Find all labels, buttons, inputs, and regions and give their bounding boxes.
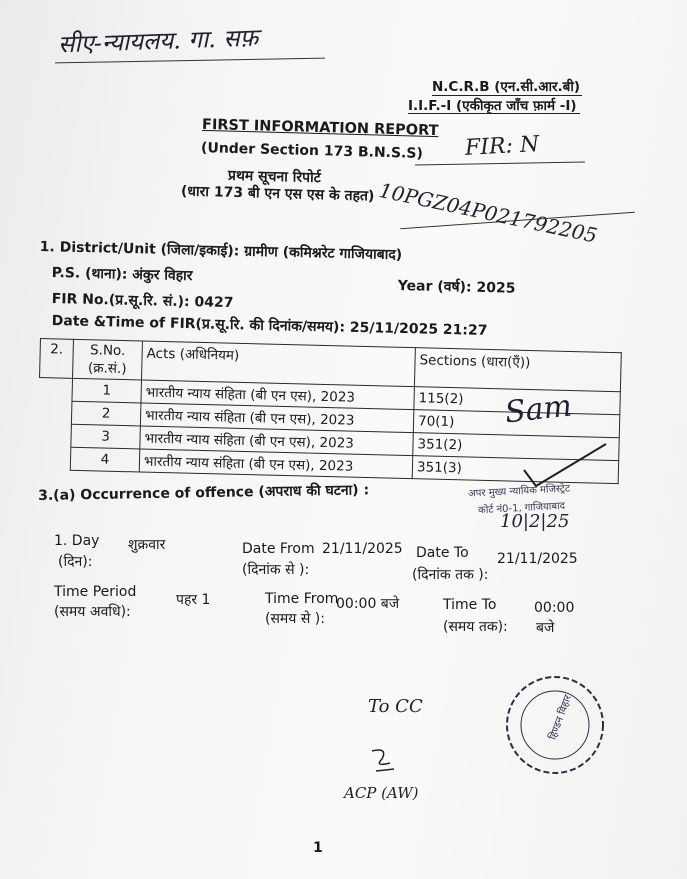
time-from-label: Time From — [265, 591, 339, 607]
occurrence-heading: 3.(a) Occurrence of offence (अपराध की घटना) : — [38, 482, 370, 504]
day-label-hindi: (दिन): — [58, 554, 93, 570]
header-sno: S.No. (क्र.सं.) — [73, 339, 143, 380]
date-from-label: Date From — [242, 541, 315, 557]
initials-icon — [368, 745, 398, 777]
time-from-value: 00:00 बजे — [336, 596, 400, 612]
time-to-label: Time To — [443, 597, 497, 613]
header-acts: Acts (अधिनियम) — [142, 341, 416, 387]
iif-underline — [408, 113, 580, 114]
row-section: 351(3) — [412, 456, 619, 484]
report-title-hindi: प्रथम सूचना रिपोर्ट — [227, 167, 321, 187]
time-period-value: पहर 1 — [176, 592, 211, 608]
handwritten-date: 10|2|25 — [500, 511, 570, 532]
day-value: शुक्रवार — [128, 537, 166, 553]
district-unit: 1. District/Unit (जिला/इकाई): ग्रामीण (कमिश्नरेट गाजियाबाद) — [39, 238, 403, 264]
handwritten-fir-note: FIR: N — [464, 132, 540, 161]
time-to-value: 00:00 — [534, 600, 575, 616]
report-subtitle: (Under Section 173 B.N.S.S) — [200, 140, 424, 162]
court-stamp-line1: अपर मुख्य न्यायिक मजिस्ट्रेट — [467, 483, 571, 500]
row-act: भारतीय न्याय संहिता (बी एन एस), 2023 — [139, 449, 412, 479]
time-period-label: Time Period — [54, 584, 137, 600]
page-number: 1 — [313, 840, 323, 856]
date-to-value: 21/11/2025 — [497, 551, 578, 567]
time-period-hindi: (समय अवधि): — [54, 604, 131, 620]
report-subtitle-hindi: (धारा 173 बी एन एस एस के तहत) — [180, 183, 375, 205]
iif-label: I.I.F.-I (एकीकृत जाँच फ़ार्म -I) — [408, 98, 577, 114]
time-to-unit: बजे — [536, 620, 555, 636]
fir-number: FIR No.(प्र.सू.रि. सं.): 0427 — [51, 290, 234, 312]
row-sno: 3 — [71, 424, 141, 449]
date-to-hindi: (दिनांक तक ): — [412, 567, 489, 583]
day-label: 1. Day — [54, 533, 100, 549]
date-from-value: 21/11/2025 — [322, 541, 403, 557]
time-from-hindi: (समय से ): — [265, 611, 325, 627]
row-act: भारतीय न्याय संहिता (बी एन एस), 2023 — [141, 380, 414, 410]
handwritten-signature: Sam — [503, 388, 574, 431]
handwritten-acp: ACP (AW) — [344, 784, 419, 802]
row-act: भारतीय न्याय संहिता (बी एन एस), 2023 — [140, 403, 413, 433]
date-to-label: Date To — [416, 545, 469, 561]
row-section: 351(2) — [413, 433, 620, 461]
police-seal-text: हिण्डन विहार — [547, 693, 575, 742]
court-stamp-line2: कोर्ट नं0-1, गाजियाबाद — [477, 500, 566, 517]
row-sno: 2 — [71, 401, 141, 426]
row-sno: 4 — [70, 447, 140, 472]
handwritten-ref-number: 10PGZ04P021792205 — [377, 178, 600, 248]
ncrb-label: N.C.R.B (एन.सी.आर.बी) — [432, 79, 581, 95]
date-from-hindi: (दिनांक से ): — [242, 562, 310, 578]
time-to-hindi: (समय तक): — [443, 619, 508, 635]
row-section: 70(1) — [413, 410, 620, 438]
report-title: FIRST INFORMATION REPORT — [201, 116, 439, 140]
header-sections: Sections (धारा(एँ)) — [414, 348, 621, 392]
police-station: P.S. (थाना): अंकुर विहार — [51, 264, 193, 285]
section-number: 2. — [40, 339, 74, 379]
row-section: 115(2) — [414, 387, 621, 415]
handwritten-to-cc: To CC — [368, 696, 423, 717]
fir-datetime: Date &Time of FIR(प्र.सू.रि. की दिनांक/समय): 25/11/2025 21:27 — [51, 312, 488, 339]
report-year: Year (वर्ष): 2025 — [397, 277, 516, 297]
handwritten-top-note: सीए-न्यायलय. गा. सफ़ — [57, 23, 259, 59]
row-sno: 1 — [72, 378, 142, 403]
handwritten-fir-line — [415, 162, 585, 166]
row-act: भारतीय न्याय संहिता (बी एन एस), 2023 — [140, 426, 413, 456]
